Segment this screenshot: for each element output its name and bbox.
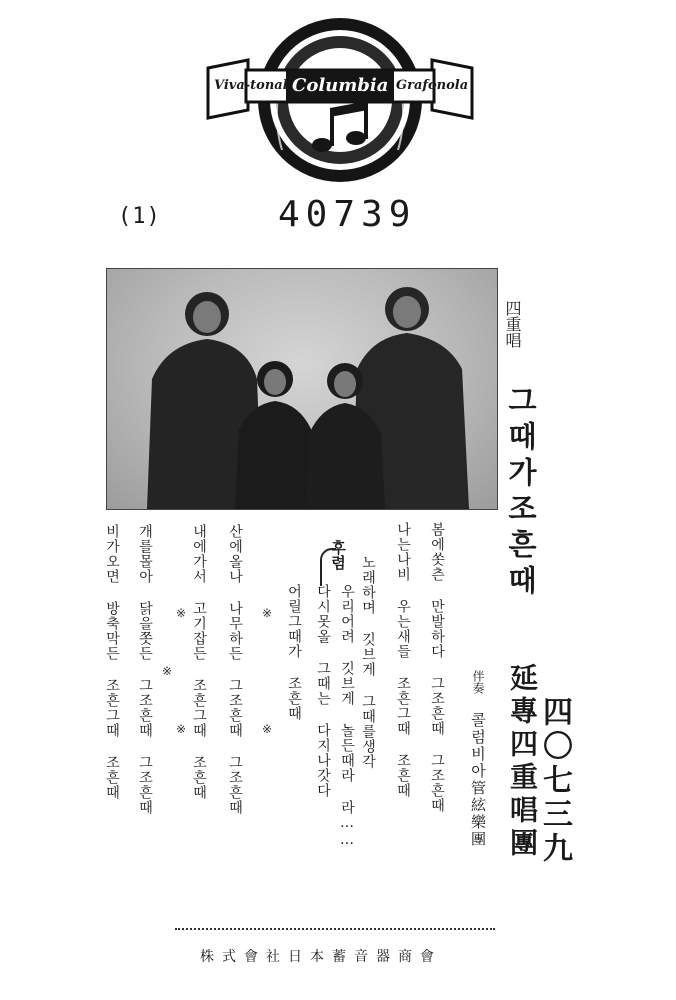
lyric-line: 봄에쏫츤 만발하다 그조흔때 그조흔때 xyxy=(429,522,445,813)
record-number-kanji: 四〇七三九 xyxy=(537,696,572,866)
side-number: (1) xyxy=(118,204,161,229)
accompaniment-label: 伴奏 xyxy=(471,670,485,694)
lyric-line: 다시못올 그때는 다지나갓다 xyxy=(315,584,331,798)
lyric-line: 비가오면 방축막든 조흔그때 조흔때 xyxy=(104,524,120,800)
accompaniment-name: 콜럼비아管絃樂團 xyxy=(469,712,487,848)
performer-name: 延專四重唱團 xyxy=(506,663,539,861)
lyric-line: 산에올나 나무하든 그조흔때 그조흔때 xyxy=(227,524,243,815)
star-mark: ※ xyxy=(162,664,173,678)
refrain-label: 후렴 xyxy=(329,540,347,570)
genre-label: 四重唱 xyxy=(503,300,522,348)
star-mark: ※ xyxy=(262,606,273,620)
lyric-line: 노래하며 깃브게 그때를생각 xyxy=(360,555,376,769)
refrain-bracket xyxy=(320,548,336,586)
record-number: 40739 xyxy=(278,194,417,235)
star-mark: ※ xyxy=(176,606,187,620)
lyric-line: 우리어려 깃브게 놀든때라 라…… xyxy=(339,584,355,849)
lyric-line: 개를몰아 닭을쫏든 그조흔때 그조흔때 xyxy=(137,524,153,815)
quartet-photo xyxy=(106,268,498,510)
columbia-logo xyxy=(190,0,490,195)
logo-left-text: Viva-tonal xyxy=(214,78,288,93)
logo-brand: Columbia xyxy=(292,75,389,96)
star-mark: ※ xyxy=(176,722,187,736)
logo-right-text: Grafonola xyxy=(396,78,469,93)
company-name: 會商器音蓄本日社會式株 xyxy=(200,949,442,965)
footer-divider xyxy=(175,928,495,930)
star-mark: ※ xyxy=(262,722,273,736)
song-title: 그때가조흔때 xyxy=(504,385,538,601)
lyric-line: 내에가서 고기잡든 조흔그때 조흔때 xyxy=(191,524,207,800)
lyric-line: 나는나비 우는새들 조흔그때 조흔때 xyxy=(395,522,411,798)
lyric-line: 어릴그때가 조흔때 xyxy=(286,584,302,721)
